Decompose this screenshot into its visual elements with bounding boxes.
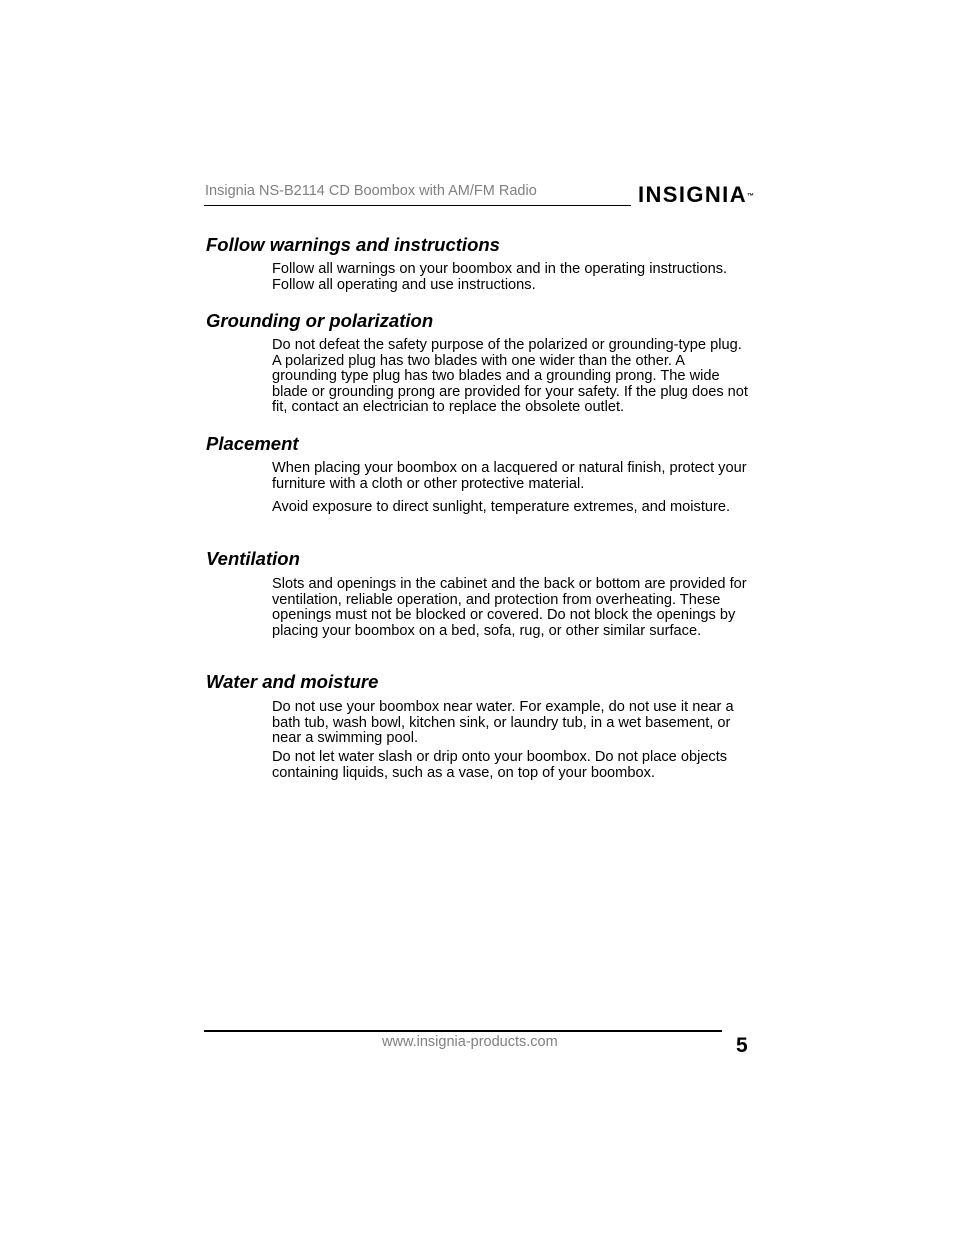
section-paragraph: Do not use your boombox near water. For example, do not use it near a bath tub, wash bowl, kitchen sink, or laundry tub, in a wet basement, or near a swimming pool. xyxy=(272,699,734,747)
section-heading: Grounding or polarization xyxy=(206,310,434,331)
footer-url: www.insignia-products.com xyxy=(382,1034,558,1050)
page-number: 5 xyxy=(736,1034,748,1057)
logo-trademark: ™ xyxy=(747,193,754,200)
footer-divider xyxy=(204,1030,722,1032)
section-heading: Follow warnings and instructions xyxy=(206,234,500,255)
section-paragraph: When placing your boombox on a lacquered or natural finish, protect your furniture with a cloth or other protective material. xyxy=(272,460,747,492)
section-heading: Placement xyxy=(206,433,299,454)
insignia-logo xyxy=(638,181,754,209)
section-paragraph: Slots and openings in the cabinet and the back or bottom are provided for ventilation, reliable operation, and protection from overheating. These openings must not be blocked or covered. Do not block the openings by placing your boombox on a bed, sofa, rug, or other similar surface. xyxy=(272,576,747,639)
section-heading: Ventilation xyxy=(206,548,300,569)
section-paragraph: Follow all warnings on your boombox and in the operating instructions. Follow all operating and use instructions. xyxy=(272,261,728,293)
section-paragraph: Do not let water slash or drip onto your boombox. Do not place objects containing liquids, such as a vase, on top of your boombox. xyxy=(272,749,728,781)
logo-text: INSIGNIA xyxy=(638,182,747,207)
header-divider xyxy=(204,205,631,206)
header-title: Insignia NS-B2114 CD Boombox with AM/FM Radio xyxy=(205,183,537,199)
section-paragraph: Do not defeat the safety purpose of the polarized or grounding-type plug. A polarized plug has two blades with one wider than the other. A grounding type plug has two blades and a grounding prong. The wide blade or grounding prong are provided for your safety. If the plug does not fit, contact an electrician to replace the obsolete outlet. xyxy=(272,337,748,416)
section-heading: Water and moisture xyxy=(206,671,379,692)
section-paragraph: Avoid exposure to direct sunlight, temperature extremes, and moisture. xyxy=(272,499,731,515)
